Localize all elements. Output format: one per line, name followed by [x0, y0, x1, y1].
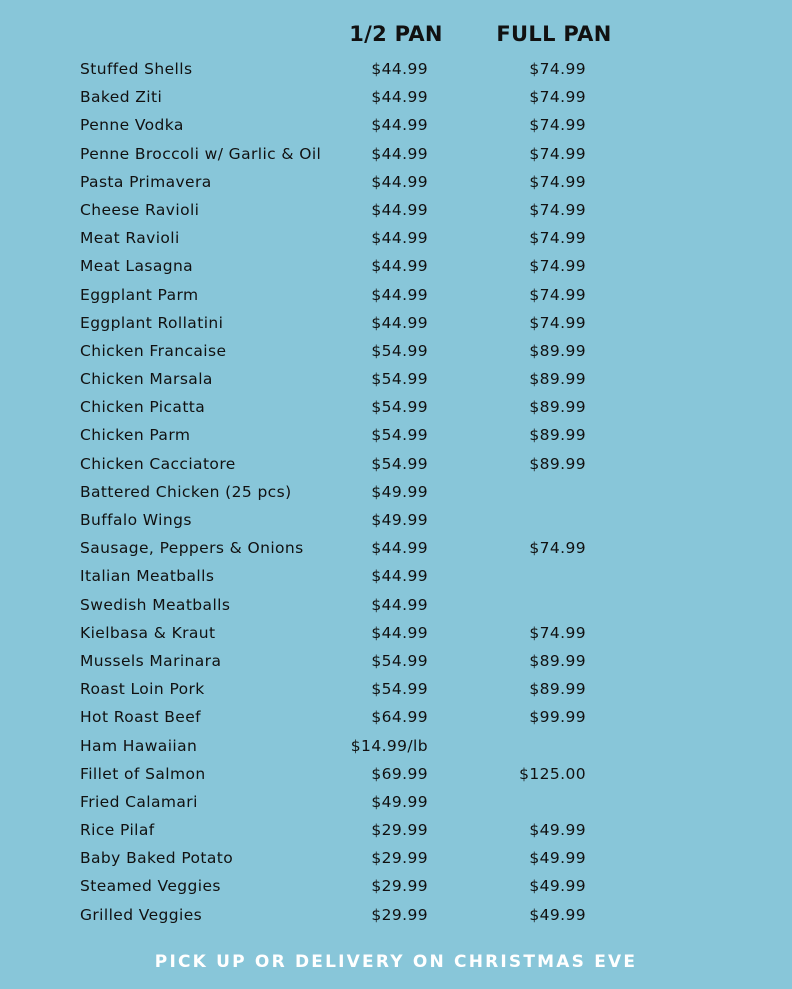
- menu-item-list: [0, 55, 792, 929]
- menu-item-row: [0, 55, 792, 83]
- menu-item-name: Eggplant Parm: [80, 285, 199, 304]
- menu-item-row: [0, 168, 792, 196]
- menu-item-name: Eggplant Rollatini: [80, 313, 224, 332]
- half-pan-price: $44.99: [371, 595, 428, 614]
- half-pan-price: $54.99: [371, 454, 428, 473]
- half-pan-price: $54.99: [371, 426, 428, 445]
- half-pan-price: $44.99: [371, 229, 428, 248]
- menu-item-row: [0, 252, 792, 280]
- menu-item-row: [0, 788, 792, 816]
- menu-item-row: [0, 450, 792, 478]
- full-pan-price: $74.99: [529, 144, 586, 163]
- menu-item-row: [0, 140, 792, 168]
- half-pan-price: $44.99: [371, 567, 428, 586]
- menu-item-row: [0, 675, 792, 703]
- menu-item-name: Buffalo Wings: [80, 511, 192, 529]
- menu-item-name: Baked Ziti: [80, 88, 163, 107]
- menu-item-name: Hot Roast Beef: [80, 708, 202, 727]
- menu-item-row: [0, 844, 792, 872]
- menu-item-row: [0, 562, 792, 590]
- menu-item-row: [0, 647, 792, 675]
- menu-item-name: Swedish Meatballs: [80, 595, 231, 614]
- full-pan-price: $89.99: [529, 454, 586, 473]
- menu-item-row: [0, 534, 792, 562]
- menu-item-row: [0, 281, 792, 309]
- menu-item-row: [0, 732, 792, 760]
- full-pan-price: $74.99: [529, 285, 586, 304]
- half-pan-price: $29.99: [371, 877, 428, 896]
- menu-item-name: Chicken Parm: [80, 426, 191, 445]
- menu-item-row: [0, 196, 792, 224]
- full-pan-price: $99.99: [529, 708, 586, 727]
- menu-item-row: [0, 337, 792, 365]
- half-pan-price: $44.99: [371, 144, 428, 163]
- full-pan-price: $89.99: [529, 680, 586, 699]
- half-pan-price: $29.99: [371, 905, 428, 924]
- full-pan-heading: FULL PAN: [496, 22, 612, 46]
- half-pan-price: $49.99: [371, 511, 428, 529]
- menu-item-name: Chicken Marsala: [80, 370, 213, 389]
- half-pan-price: $44.99: [371, 257, 428, 276]
- half-pan-price: $44.99: [371, 285, 428, 304]
- menu-item-name: Sausage, Peppers & Onions: [80, 539, 304, 558]
- menu-item-name: Battered Chicken (25 pcs): [80, 482, 292, 501]
- menu-item-row: [0, 872, 792, 900]
- half-pan-price: $44.99: [371, 313, 428, 332]
- full-pan-price: $74.99: [529, 116, 586, 135]
- full-pan-price: $89.99: [529, 651, 586, 670]
- menu-item-name: Ham Hawaiian: [80, 736, 198, 755]
- full-pan-price: $74.99: [529, 313, 586, 332]
- menu-item-row: [0, 393, 792, 421]
- half-pan-price: $69.99: [371, 764, 428, 783]
- menu-item-name: Grilled Veggies: [80, 905, 203, 924]
- menu-item-name: Roast Loin Pork: [80, 680, 205, 699]
- menu-item-name: Meat Lasagna: [80, 257, 194, 276]
- full-pan-price: $74.99: [529, 172, 586, 191]
- menu-item-row: [0, 816, 792, 844]
- menu-item-row: [0, 478, 792, 506]
- menu-item-name: Steamed Veggies: [80, 877, 221, 896]
- full-pan-price: $89.99: [529, 426, 586, 445]
- half-pan-price: $44.99: [371, 172, 428, 191]
- menu-item-row: [0, 83, 792, 111]
- menu-item-name: Italian Meatballs: [80, 567, 215, 586]
- menu-item-name: Fried Calamari: [80, 792, 198, 811]
- half-pan-price: $44.99: [371, 88, 428, 107]
- full-pan-price: $74.99: [529, 539, 586, 558]
- half-pan-price: $54.99: [371, 680, 428, 699]
- half-pan-heading: 1/2 PAN: [349, 22, 443, 46]
- menu-item-name: Stuffed Shells: [80, 60, 193, 78]
- menu-item-name: Fillet of Salmon: [80, 764, 206, 783]
- half-pan-price: $54.99: [371, 341, 428, 360]
- menu-item-row: [0, 703, 792, 731]
- menu-item-name: Cheese Ravioli: [80, 200, 200, 219]
- menu-item-name: Mussels Marinara: [80, 651, 222, 670]
- full-pan-price: $74.99: [529, 229, 586, 248]
- menu-item-row: [0, 591, 792, 619]
- column-header: [0, 22, 792, 52]
- half-pan-price: $44.99: [371, 60, 428, 78]
- menu-item-row: [0, 111, 792, 139]
- half-pan-price: $54.99: [371, 398, 428, 417]
- menu-item-row: [0, 309, 792, 337]
- menu-item-row: [0, 760, 792, 788]
- full-pan-price: $74.99: [529, 257, 586, 276]
- full-pan-price: $74.99: [529, 88, 586, 107]
- full-pan-price: $49.99: [529, 821, 586, 840]
- menu-item-name: Kielbasa & Kraut: [80, 623, 216, 642]
- menu-item-name: Chicken Picatta: [80, 398, 206, 417]
- menu-item-name: Penne Vodka: [80, 116, 184, 135]
- half-pan-price: $49.99: [371, 482, 428, 501]
- menu-item-name: Pasta Primavera: [80, 172, 212, 191]
- half-pan-price: $44.99: [371, 116, 428, 135]
- menu-item-name: Chicken Cacciatore: [80, 454, 236, 473]
- full-pan-price: $125.00: [519, 764, 586, 783]
- full-pan-price: $89.99: [529, 370, 586, 389]
- half-pan-price: $64.99: [371, 708, 428, 727]
- full-pan-price: $49.99: [529, 905, 586, 924]
- menu-item-name: Chicken Francaise: [80, 341, 227, 360]
- half-pan-price: $54.99: [371, 370, 428, 389]
- full-pan-price: $89.99: [529, 398, 586, 417]
- half-pan-price: $44.99: [371, 539, 428, 558]
- full-pan-price: $74.99: [529, 623, 586, 642]
- half-pan-price: $44.99: [371, 623, 428, 642]
- half-pan-price: $54.99: [371, 651, 428, 670]
- half-pan-price: $44.99: [371, 200, 428, 219]
- menu-item-row: [0, 619, 792, 647]
- footer-banner: PICK UP OR DELIVERY ON CHRISTMAS EVE: [154, 952, 638, 972]
- full-pan-price: $74.99: [529, 60, 586, 78]
- menu-item-row: [0, 365, 792, 393]
- full-pan-price: $74.99: [529, 200, 586, 219]
- half-pan-price: $29.99: [371, 821, 428, 840]
- full-pan-price: $89.99: [529, 341, 586, 360]
- menu-item-row: [0, 224, 792, 252]
- menu-item-row: [0, 901, 792, 929]
- half-pan-price: $29.99: [371, 849, 428, 868]
- half-pan-price: $49.99: [371, 792, 428, 811]
- menu-item-row: [0, 421, 792, 449]
- half-pan-price: $14.99/lb: [350, 736, 428, 755]
- menu-item-name: Meat Ravioli: [80, 229, 180, 248]
- menu-item-name: Baby Baked Potato: [80, 849, 234, 868]
- full-pan-price: $49.99: [529, 849, 586, 868]
- menu-item-name: Penne Broccoli w/ Garlic & Oil: [80, 144, 322, 163]
- menu-item-name: Rice Pilaf: [80, 821, 155, 840]
- full-pan-price: $49.99: [529, 877, 586, 896]
- menu-item-row: [0, 506, 792, 534]
